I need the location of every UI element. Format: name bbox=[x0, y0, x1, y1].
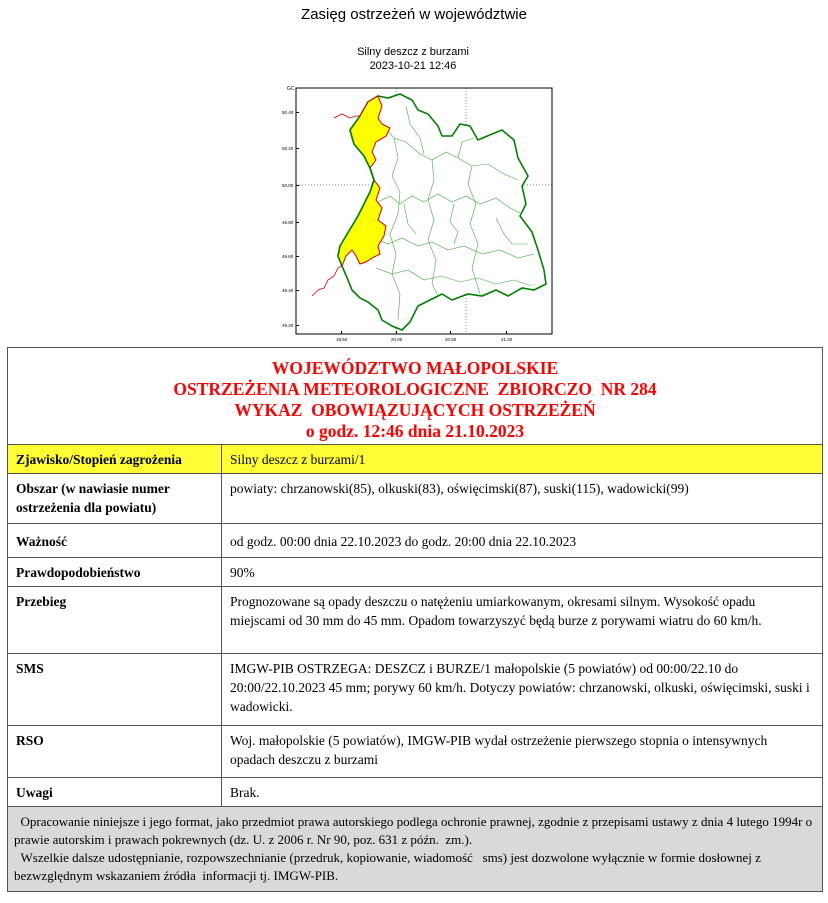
row-validity bbox=[8, 524, 823, 558]
lon-label: 20.00 bbox=[391, 337, 403, 342]
row-label: Ważność bbox=[8, 524, 222, 558]
map-corner-label: GC bbox=[287, 86, 295, 92]
copyright-paragraph: Opracowanie niniejsze i jego format, jako przedmiot prawa autorskiego podlega ochronie prawnej, zgodnie z przepisami ustawy z dnia 4 lutego 1994r o prawie autorskim i prawach pokrewnych (dz. U. z 2006 r. Nr 90, poz. 631 z późn. zm.). bbox=[14, 814, 816, 847]
warning-map-svg bbox=[282, 84, 556, 344]
warning-map bbox=[282, 84, 556, 344]
row-label: Prawdopodobieństwo bbox=[8, 558, 222, 587]
row-label: Zjawisko/Stopień zagrożenia bbox=[8, 445, 222, 474]
lat-label: 50.00 bbox=[282, 183, 294, 188]
row-area bbox=[8, 474, 823, 524]
row-value: Brak. bbox=[222, 778, 823, 807]
page-title: Zasięg ostrzeżeń w województwie bbox=[301, 6, 527, 23]
header-list-title: WYKAZ OBOWIĄZUJĄCYCH OSTRZEŻEŃ bbox=[234, 400, 596, 420]
copyright-notice bbox=[8, 807, 823, 892]
map-datetime-caption: 2023-10-21 12:46 bbox=[369, 60, 457, 72]
footer-row bbox=[8, 807, 823, 892]
lat-label: 49.60 bbox=[282, 254, 294, 259]
lat-label: 49.40 bbox=[282, 288, 294, 293]
row-value: od godz. 00:00 dnia 22.10.2023 do godz. 20:00 dnia 22.10.2023 bbox=[222, 524, 823, 558]
lat-label: 49.20 bbox=[282, 323, 294, 328]
header-bulletin-number: OSTRZEŻENIA METEOROLOGICZNE ZBIORCZO NR 284 bbox=[173, 379, 657, 399]
row-value: 90% bbox=[222, 558, 823, 587]
row-value: Woj. małopolskie (5 powiatów), IMGW-PIB wydał ostrzeżenie pierwszego stopnia o intensywnych opadach deszczu z burzami bbox=[222, 726, 823, 778]
header-datetime: o godz. 12:46 dnia 21.10.2023 bbox=[305, 421, 525, 441]
row-value: IMGW-PIB OSTRZEGA: DESZCZ i BURZE/1 małopolskie (5 powiatów) od 00:00/22.10 do 20:00/22.10.2023 45 mm; porywy 60 km/h. Dotyczy powiatów: chrzanowski, olkuski, oświęcimski, suski i wadowicki. bbox=[222, 654, 823, 726]
warning-table bbox=[7, 347, 823, 892]
row-rso bbox=[8, 726, 823, 778]
row-label: Obszar (w nawiasie numer ostrzeżenia dla powiatu) bbox=[8, 474, 222, 524]
lon-label: 19.50 bbox=[336, 337, 348, 342]
row-sms bbox=[8, 654, 823, 726]
row-remarks bbox=[8, 778, 823, 807]
redistribution-paragraph: Wszelkie dalsze udostępnianie, rozpowszechnianie (przedruk, kopiowanie, wiadomość sms) jest dozwolone wyłącznie w formie dosłownej z bezwzględnym wskazaniem źródła informacji tj. IMGW-PIB. bbox=[14, 850, 765, 883]
warning-header bbox=[8, 348, 823, 445]
lat-label: 50.20 bbox=[282, 146, 294, 151]
lon-label: 21.00 bbox=[501, 337, 513, 342]
row-label: Uwagi bbox=[8, 778, 222, 807]
row-value: Silny deszcz z burzami/1 bbox=[222, 445, 823, 474]
row-probability bbox=[8, 558, 823, 587]
row-value: powiaty: chrzanowski(85), olkuski(83), oświęcimski(87), suski(115), wadowicki(99) bbox=[222, 474, 823, 524]
row-value: Prognozowane są opady deszczu o natężeniu umiarkowanym, okresami silnym. Wysokość opadu miejscami od 30 mm do 45 mm. Opadom towarzyszyć będą burze z porywami wiatru do 60 km/h. bbox=[222, 587, 823, 654]
row-label: RSO bbox=[8, 726, 222, 778]
lat-label: 49.80 bbox=[282, 220, 294, 225]
map-phenomenon-caption: Silny deszcz z burzami bbox=[357, 46, 469, 58]
row-course bbox=[8, 587, 823, 654]
header-row bbox=[8, 348, 823, 445]
row-label: SMS bbox=[8, 654, 222, 726]
row-label: Przebieg bbox=[8, 587, 222, 654]
row-phenomenon bbox=[8, 445, 823, 474]
header-region: WOJEWÓDZTWO MAŁOPOLSKIE bbox=[271, 358, 559, 378]
lon-label: 20.50 bbox=[445, 337, 457, 342]
lat-label: 50.40 bbox=[282, 110, 294, 115]
